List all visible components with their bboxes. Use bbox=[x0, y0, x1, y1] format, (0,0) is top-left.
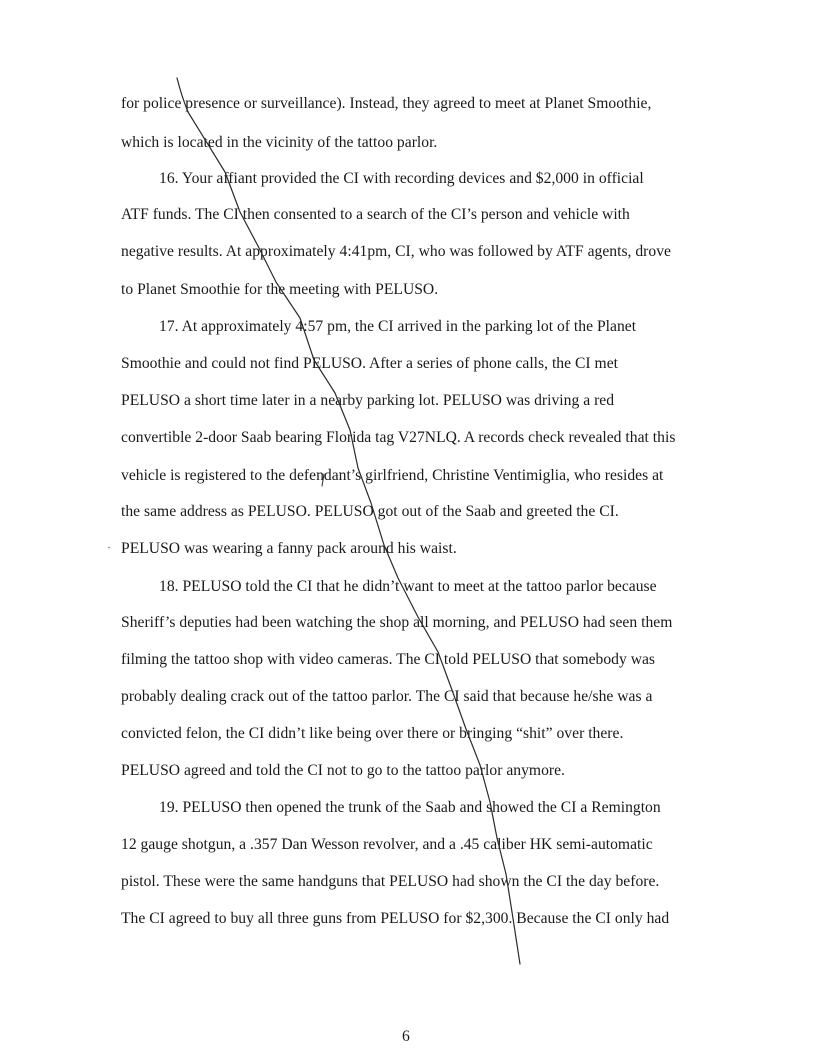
text-line: pistol. These were the same handguns that PELUSO had shown the CI the day before. bbox=[121, 873, 660, 890]
text-line: PELUSO agreed and told the CI not to go to the tattoo parlor anymore. bbox=[121, 762, 565, 779]
text-line: 12 gauge shotgun, a .357 Dan Wesson revolver, and a .45 caliber HK semi-automatic bbox=[121, 836, 653, 853]
text-line: 19. PELUSO then opened the trunk of the Saab and showed the CI a Remington bbox=[159, 799, 661, 816]
text-line: The CI agreed to buy all three guns from PELUSO for $2,300. Because the CI only had bbox=[121, 910, 670, 927]
text-line: the same address as PELUSO. PELUSO got out of the Saab and greeted the CI. bbox=[121, 503, 619, 520]
text-line: convicted felon, the CI didn’t like being over there or bringing “shit” over there. bbox=[121, 725, 624, 742]
text-line: which is located in the vicinity of the tattoo parlor. bbox=[121, 134, 438, 151]
text-line: for police presence or surveillance). Instead, they agreed to meet at Planet Smoothie, bbox=[121, 95, 652, 112]
text-line: convertible 2-door Saab bearing Florida tag V27NLQ. A records check revealed that this bbox=[121, 429, 676, 446]
text-line: to Planet Smoothie for the meeting with PELUSO. bbox=[121, 281, 439, 298]
text-line: Smoothie and could not find PELUSO. After a series of phone calls, the CI met bbox=[121, 355, 618, 372]
text-line: PELUSO a short time later in a nearby parking lot. PELUSO was driving a red bbox=[121, 392, 615, 409]
text-line: probably dealing crack out of the tattoo parlor. The CI said that because he/she was a bbox=[121, 688, 653, 705]
text-line: 16. Your affiant provided the CI with recording devices and $2,000 in official bbox=[159, 170, 644, 187]
scan-speck bbox=[108, 547, 110, 548]
text-line: PELUSO was wearing a fanny pack around his waist. bbox=[121, 540, 457, 557]
text-line: negative results. At approximately 4:41pm, CI, who was followed by ATF agents, drove bbox=[121, 243, 671, 260]
pen-stroke-tick bbox=[322, 474, 324, 486]
page-number: 6 bbox=[402, 1028, 410, 1045]
text-line: vehicle is registered to the defendant’s girlfriend, Christine Ventimiglia, who resides at bbox=[121, 467, 664, 484]
text-line: Sheriff’s deputies had been watching the shop all morning, and PELUSO had seen them bbox=[121, 614, 673, 631]
text-line: filming the tattoo shop with video cameras. The CI told PELUSO that somebody was bbox=[121, 651, 656, 668]
text-line: ATF funds. The CI then consented to a search of the CI’s person and vehicle with bbox=[121, 206, 630, 223]
text-line: 18. PELUSO told the CI that he didn’t want to meet at the tattoo parlor because bbox=[159, 578, 657, 595]
text-line: 17. At approximately 4:57 pm, the CI arrived in the parking lot of the Planet bbox=[159, 318, 637, 335]
pen-stroke-line bbox=[177, 78, 520, 964]
